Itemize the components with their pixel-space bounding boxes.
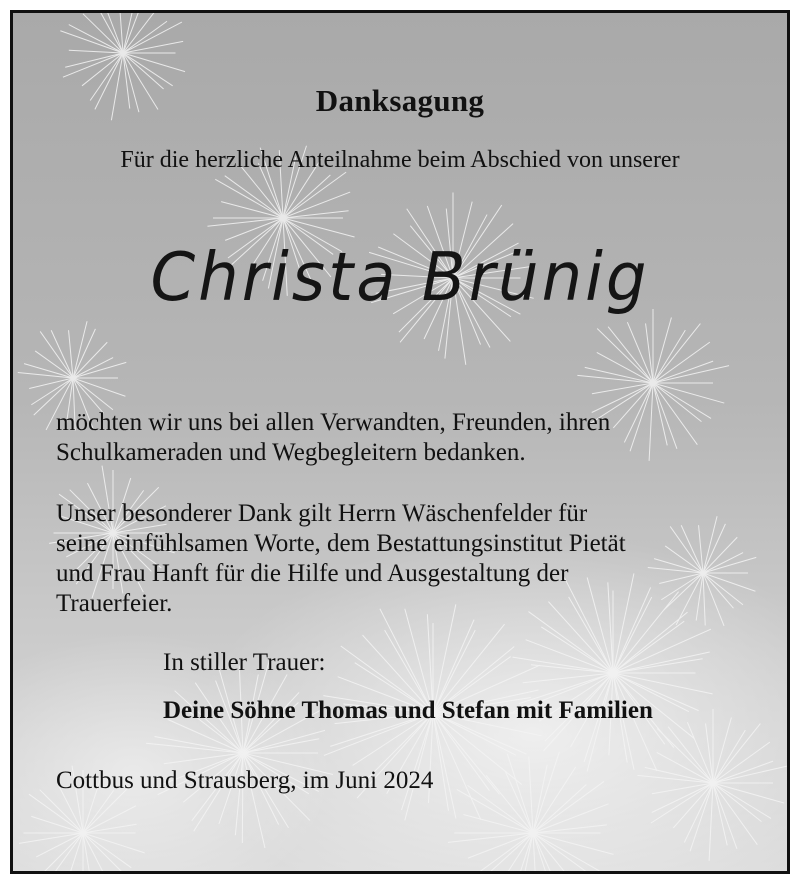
notice-content: [13, 13, 787, 871]
family-signature: Deine Söhne Thomas und Stefan mit Familien: [163, 697, 653, 724]
place-date: Cottbus und Strausberg, im Juni 2024: [56, 767, 434, 794]
special-thanks-paragraph: [56, 499, 756, 619]
special-thanks-line: Trauerfeier.: [56, 590, 173, 617]
thanks-line: Schulkameraden und Wegbegleitern bedanken.: [56, 439, 526, 466]
notice-heading: Danksagung: [315, 83, 485, 118]
mourning-line: In stiller Trauer:: [163, 649, 326, 676]
thanks-paragraph: [56, 408, 756, 468]
special-thanks-line: seine einfühlsamen Worte, dem Bestattungsinstitut Pietät: [56, 530, 626, 557]
deceased-name: Christa Brünig: [150, 239, 650, 317]
special-thanks-line: Unser besonderer Dank gilt Herrn Wäschenfelder für: [56, 500, 588, 527]
obituary-card: [10, 10, 790, 874]
special-thanks-line: und Frau Hanft für die Hilfe und Ausgestaltung der: [56, 560, 569, 587]
thanks-line: möchten wir uns bei allen Verwandten, Freunden, ihren: [56, 409, 611, 436]
intro-line: Für die herzliche Anteilnahme beim Abschied von unserer: [120, 147, 680, 173]
